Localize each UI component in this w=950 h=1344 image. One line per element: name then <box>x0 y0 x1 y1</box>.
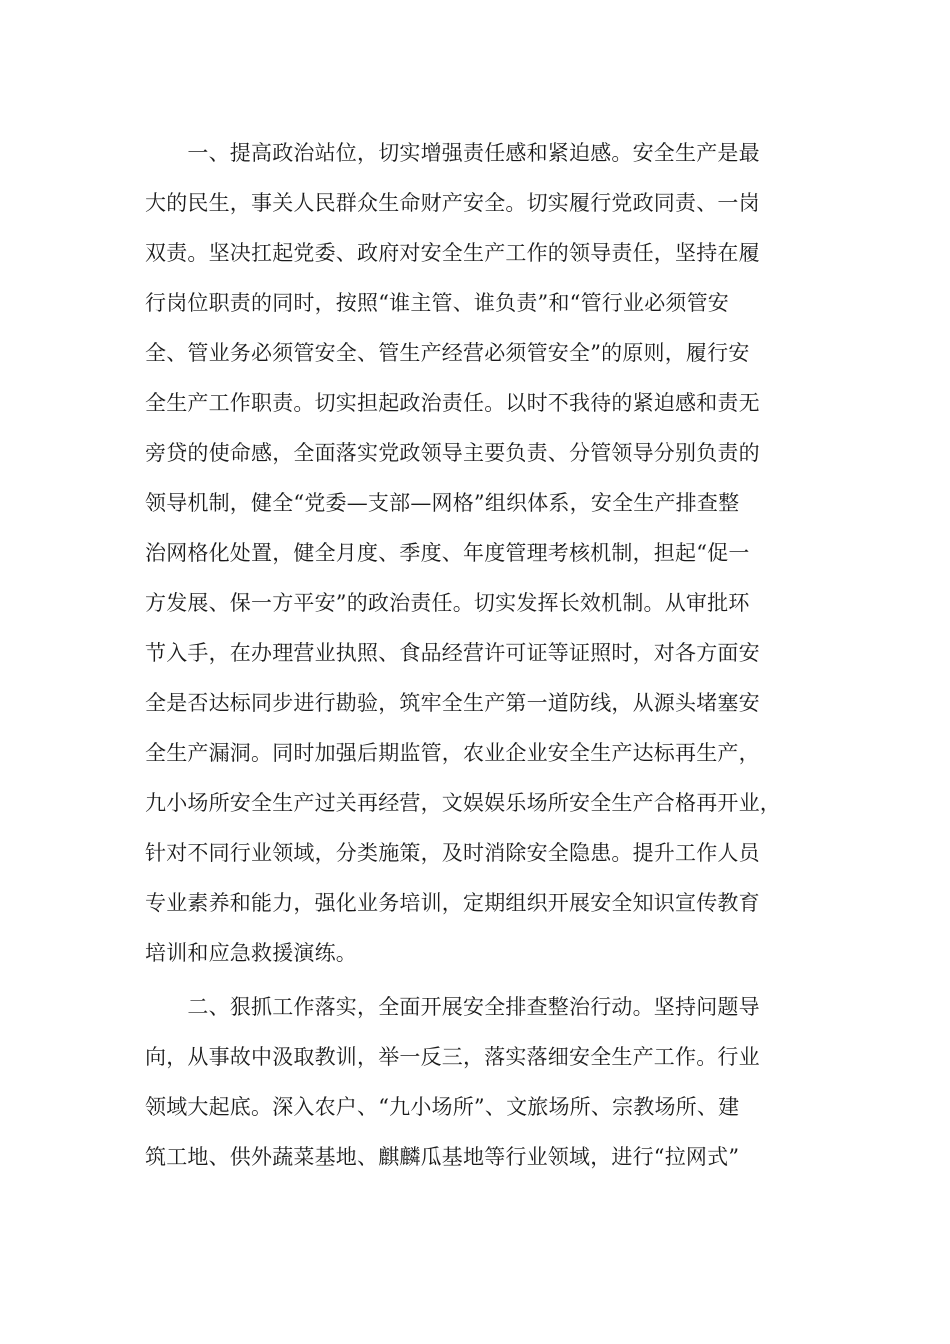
text-line: 专业素养和能力，强化业务培训，定期组织开展安全知识宣传教育 <box>145 891 760 915</box>
paragraph-2 <box>145 989 815 1189</box>
text-line: 全是否达标同步进行勘验，筑牢全生产第一道防线，从源头堵塞安 <box>145 691 760 715</box>
text-line: 领导机制，健全“党委—支部—网格”组织体系，安全生产排查整 <box>145 491 740 515</box>
text-line: 双责。坚决扛起党委、政府对安全生产工作的领导责任，坚持在履 <box>145 241 760 265</box>
text-line: 节入手，在办理营业执照、食品经营许可证等证照时，对各方面安 <box>145 641 760 665</box>
text-line: 向，从事故中汲取教训，举一反三，落实落细安全生产工作。行业 <box>145 1045 760 1069</box>
paragraph-1 <box>145 135 815 985</box>
text-line: 旁贷的使命感，全面落实党政领导主要负责、分管领导分别负责的 <box>145 441 760 465</box>
text-line: 大的民生，事关人民群众生命财产安全。切实履行党政同责、一岗 <box>145 191 760 215</box>
text-line: 全、管业务必须管安全、管生产经营必须管安全”的原则，履行安 <box>145 341 750 365</box>
text-line: 筑工地、供外蔬菜基地、麒麟瓜基地等行业领域，进行“拉网式” <box>145 1145 740 1169</box>
text-line: 治网格化处置，健全月度、季度、年度管理考核机制，担起“促一 <box>145 541 750 565</box>
text-line: 九小场所安全生产过关再经营，文娱娱乐场所安全生产合格再开业， <box>145 791 781 815</box>
text-line: 全生产工作职责。切实担起政治责任。以时不我待的紧迫感和责无 <box>145 391 760 415</box>
text-line: 针对不同行业领域，分类施策，及时消除安全隐患。提升工作人员 <box>145 841 760 865</box>
text-line: 培训和应急救援演练。 <box>145 941 357 965</box>
text-line: 二、狠抓工作落实，全面开展安全排查整治行动。坚持问题导 <box>145 995 760 1019</box>
text-line: 一、提高政治站位，切实增强责任感和紧迫感。安全生产是最 <box>145 141 760 165</box>
text-line: 行岗位职责的同时，按照“谁主管、谁负责”和“管行业必须管安 <box>145 291 730 315</box>
document-body <box>145 135 815 1189</box>
text-line: 方发展、保一方平安”的政治责任。切实发挥长效机制。从审批环 <box>145 591 750 615</box>
text-line: 领域大起底。深入农户、“九小场所”、文旅场所、宗教场所、建 <box>145 1095 740 1119</box>
text-line: 全生产漏洞。同时加强后期监管，农业企业安全生产达标再生产， <box>145 741 760 765</box>
